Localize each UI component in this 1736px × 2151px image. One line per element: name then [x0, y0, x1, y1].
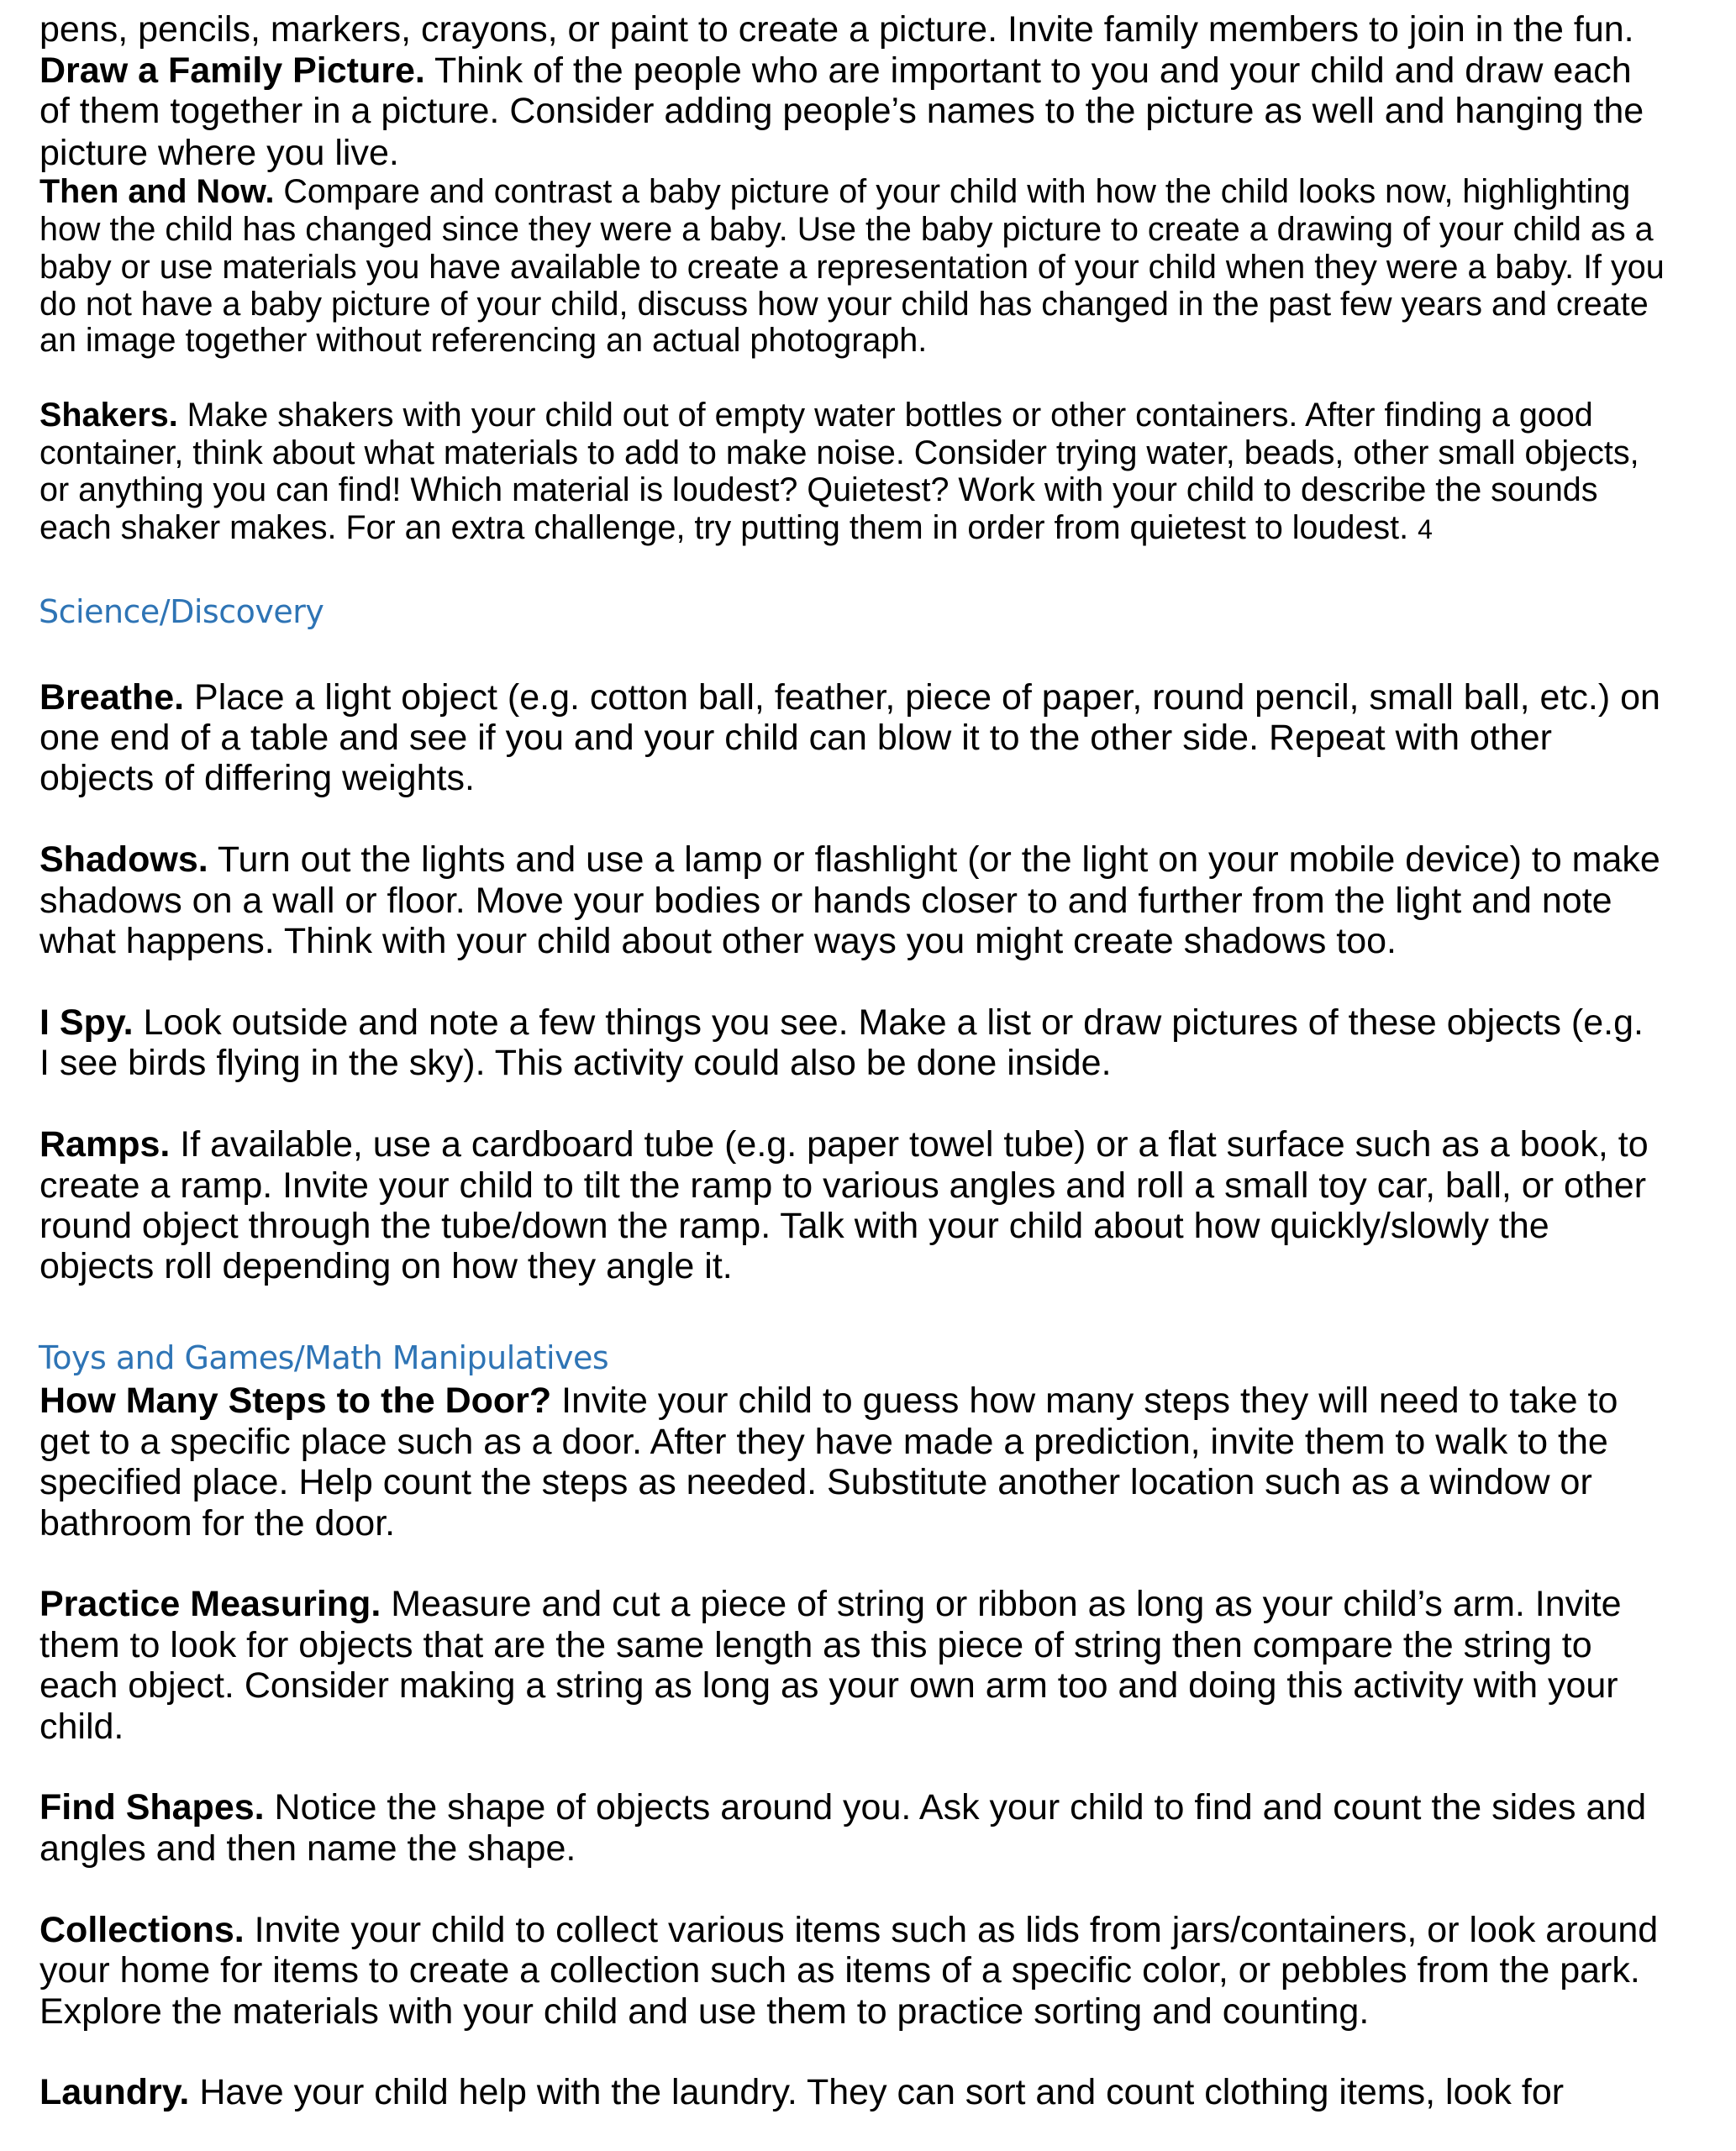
activity-title: Laundry. — [39, 2072, 190, 2112]
activity-line — [39, 1950, 1640, 1991]
activity-line — [39, 839, 1660, 880]
activity-line — [39, 677, 1660, 718]
section-heading-science-discovery: Science/Discovery — [39, 593, 324, 630]
activity-text: Measure and cut a piece of string or ribbon as long as your child’s arm. Invite — [381, 1584, 1622, 1624]
activity-text: how the child has changed since they were a baby. Use the baby picture to create a drawing of your child as a — [39, 211, 1654, 248]
activity-text: of them together in a picture. Consider adding people’s names to the picture as well and hanging the — [39, 91, 1644, 131]
activity-text: shadows on a wall or floor. Move your bodies or hands closer to and further from the light and note — [39, 881, 1612, 921]
activity-line — [39, 91, 1644, 131]
activity-line — [39, 758, 475, 798]
activity-line — [39, 173, 1630, 210]
activity-title: Then and Now. — [39, 173, 275, 210]
activity-line — [39, 881, 1612, 921]
activity-text: do not have a baby picture of your child, discuss how your child has changed in the past few years and create — [39, 286, 1649, 323]
activity-text: each object. Consider making a string as long as your own arm too and doing this activity with your — [39, 1665, 1618, 1706]
activity-text: one end of a table and see if you and your child can blow it to the other side. Repeat with other — [39, 718, 1552, 758]
activity-line — [39, 1584, 1622, 1624]
activity-title: I Spy. — [39, 1002, 134, 1043]
activity-text: or anything you can find! Which material is loudest? Quietest? Work with your child to describe the sounds — [39, 471, 1598, 508]
activity-line — [39, 434, 1639, 471]
activity-text: create a ramp. Invite your child to tilt the ramp to various angles and roll a small toy car, ball, or other — [39, 1165, 1647, 1206]
activity-line — [39, 1124, 1649, 1165]
activity-line — [39, 2072, 1564, 2112]
activity-line — [39, 1707, 124, 1747]
activity-text: what happens. Think with your child about other ways you might create shadows too. — [39, 921, 1397, 961]
activity-line — [39, 1910, 1658, 1950]
activity-line — [39, 50, 1632, 91]
activity-text: bathroom for the door. — [39, 1503, 396, 1544]
activity-text: an image together without referencing an actual photograph. — [39, 322, 928, 359]
activity-line — [39, 1165, 1646, 1206]
activity-text: Explore the materials with your child and use them to practice sorting and counting. — [39, 1991, 1370, 2032]
activity-text: Have your child help with the laundry. They can sort and count clothing items, look for — [189, 2072, 1565, 2112]
activity-title: Shakers. — [39, 397, 178, 434]
activity-line — [39, 1462, 1592, 1502]
activity-line — [39, 133, 399, 173]
activity-text: each shaker makes. For an extra challenge, try putting them in order from quietest to loudest. — [39, 509, 1409, 546]
activity-line — [39, 249, 1665, 286]
activity-text: get to a specific place such as a door. After they have made a prediction, invite them to walk to the — [39, 1422, 1608, 1462]
activity-line — [39, 397, 1593, 434]
activity-title: Find Shapes. — [39, 1787, 265, 1828]
activity-text: Turn out the lights and use a lamp or flashlight (or the light on your mobile device) to make — [208, 839, 1660, 880]
activity-line — [39, 1787, 1646, 1828]
activity-line — [39, 471, 1598, 508]
activity-text: your home for items to create a collection such as items of a specific color, or pebbles from the park. — [39, 1950, 1640, 1991]
activity-text: container, think about what materials to add to make noise. Consider trying water, beads, other small objects, — [39, 434, 1639, 471]
activity-text: Invite your child to guess how many steps they will need to take to — [551, 1381, 1618, 1421]
activity-text: Place a light object (e.g. cotton ball, feather, piece of paper, round pencil, small ball, etc.) on — [184, 677, 1660, 718]
activity-text: objects of differing weights. — [39, 758, 475, 798]
activity-line — [39, 1625, 1592, 1665]
activity-title: How Many Steps to the Door? — [39, 1381, 552, 1421]
activity-text: angles and then name the shape. — [39, 1828, 576, 1869]
activity-text: round object through the tube/down the ramp. Talk with your child about how quickly/slowly the — [39, 1206, 1549, 1246]
activity-line — [39, 1246, 733, 1286]
section-heading-toys-and-games: Toys and Games/Math Manipulatives — [39, 1339, 609, 1376]
activity-line — [39, 1665, 1618, 1706]
activity-text: Look outside and note a few things you see. Make a list or draw pictures of these objects (e.g. — [133, 1002, 1644, 1043]
activity-line — [39, 1381, 1618, 1421]
activity-text: Make shakers with your child out of empty water bottles or other containers. After finding a good — [177, 397, 1593, 434]
activity-text: baby or use materials you have available to create a representation of your child when they were a baby. If you — [39, 249, 1665, 286]
activity-title: Collections. — [39, 1910, 245, 1950]
activity-text: Compare and contrast a baby picture of your child with how the child looks now, highlighting — [274, 173, 1631, 210]
activity-line — [39, 1043, 1112, 1083]
activity-title: Shadows. — [39, 839, 208, 880]
activity-line — [39, 509, 1433, 546]
activity-line — [39, 211, 1654, 248]
activity-text: them to look for objects that are the same length as this piece of string then compare the string to — [39, 1625, 1592, 1665]
activity-line — [39, 718, 1552, 758]
activity-text: Invite your child to collect various items such as lids from jars/containers, or look around — [244, 1910, 1659, 1950]
activity-title: Draw a Family Picture. — [39, 50, 425, 91]
activity-line — [39, 1206, 1549, 1246]
activity-line — [39, 1002, 1644, 1043]
activity-line — [39, 322, 927, 359]
activity-text: child. — [39, 1707, 124, 1747]
activity-text: picture where you live. — [39, 133, 399, 173]
activity-title: Practice Measuring. — [39, 1584, 381, 1624]
activity-title: Ramps. — [39, 1124, 171, 1165]
activity-line — [39, 1991, 1369, 2032]
activity-text: Think of the people who are important to you and your child and draw each — [424, 50, 1632, 91]
activity-text: If available, use a cardboard tube (e.g. paper towel tube) or a flat surface such as a book, to — [170, 1124, 1649, 1165]
activity-line — [39, 1422, 1608, 1462]
activity-text: I see birds flying in the sky). This activity could also be done inside. — [39, 1043, 1112, 1083]
text: pens, pencils, markers, crayons, or paint to create a picture. Invite family members to join in the fun. — [39, 9, 1634, 50]
activity-line — [39, 286, 1649, 323]
activity-line — [39, 921, 1397, 961]
activity-text: Notice the shape of objects around you. Ask your child to find and count the sides and — [264, 1787, 1647, 1828]
intro-continuation-line — [39, 9, 1634, 50]
activity-text: specified place. Help count the steps as needed. Substitute another location such as a window or — [39, 1462, 1592, 1502]
page-number: 4 — [1418, 514, 1433, 544]
activity-text: objects roll depending on how they angle it. — [39, 1246, 733, 1286]
activity-title: Breathe. — [39, 677, 185, 718]
activity-line — [39, 1828, 576, 1869]
activity-line — [39, 1503, 395, 1544]
